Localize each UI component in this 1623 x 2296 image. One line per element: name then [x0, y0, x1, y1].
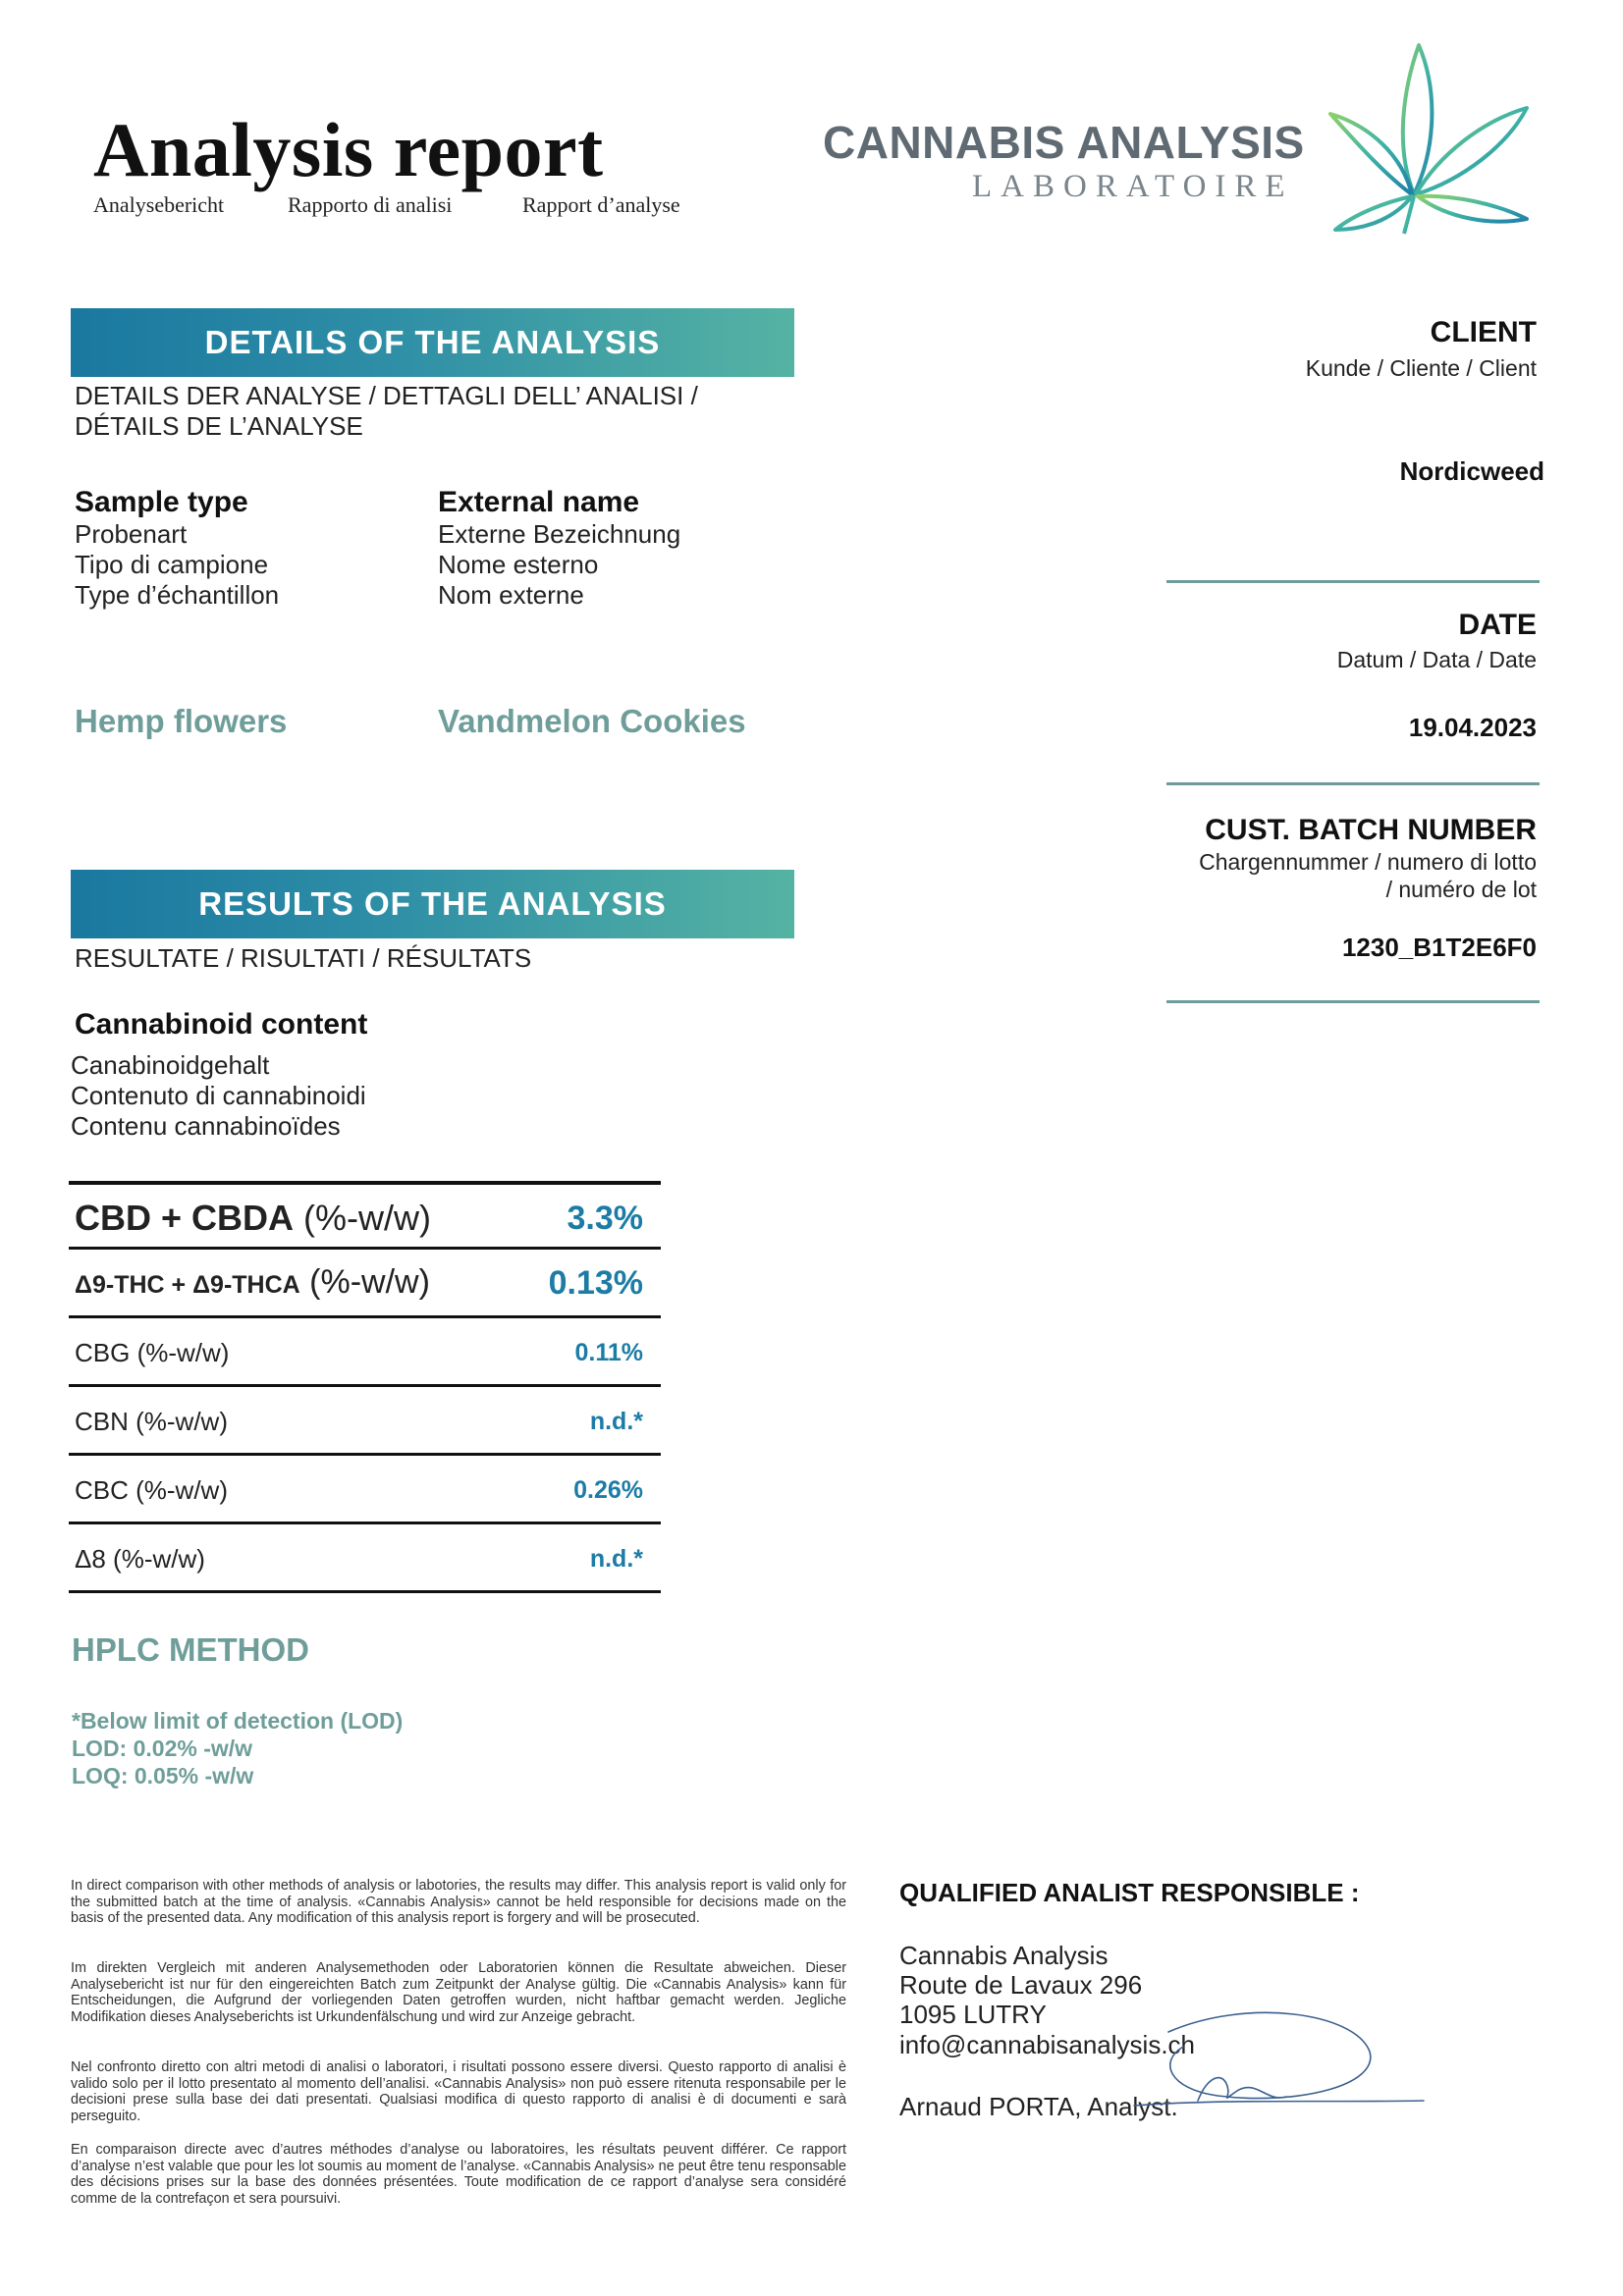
- result-label-cbg: CBG (%-w/w): [75, 1338, 230, 1367]
- logo-subtitle: LABORATOIRE: [972, 169, 1294, 204]
- client-value: Nordicweed: [1399, 456, 1544, 486]
- result-label-thc-unit: (%-w/w): [299, 1263, 430, 1301]
- disclaimer-fr: En comparaison directe avec d’autres méthodes d’analyse ou laboratoires, les résultats peuvent différer. Ce rapport d’analyse n’est valable que pour les lot soumis au moment de l’analyse. «Cannabis Analysis» ne peut être tenu responsable des décisions prises sur la base des données présentées. Toute modification de ce rapport d’analyse sera considéré comme de la contrefaçon et sera poursuivi.: [71, 2142, 846, 2207]
- cannabinoid-it: Contenuto di cannabinoidi: [71, 1081, 366, 1110]
- client-subtitle: Kunde / Cliente / Client: [1305, 355, 1537, 381]
- date-subtitle: Datum / Data / Date: [1336, 647, 1537, 672]
- address-street: Route de Lavaux 296: [899, 1970, 1143, 2000]
- sample-type-block: [75, 486, 279, 611]
- external-name-it: Nome esterno: [438, 550, 599, 579]
- divider: [1166, 782, 1540, 785]
- result-row-cbd: [69, 1181, 661, 1250]
- lod-value: LOD: 0.02% -w/w: [72, 1735, 253, 1761]
- result-row-cbn: [69, 1387, 661, 1456]
- details-banner: DETAILS OF THE ANALYSIS: [71, 308, 794, 377]
- subtitle-fr: Rapport d’analyse: [522, 192, 680, 217]
- result-row-thc: [69, 1250, 661, 1318]
- sample-type-it: Tipo di campione: [75, 550, 269, 579]
- divider: [1166, 1000, 1540, 1003]
- cannabis-leaf-icon: [1325, 37, 1537, 248]
- result-label-d8: Δ8 (%-w/w): [75, 1544, 205, 1574]
- result-label-thc-compound: Δ9-THC + Δ9-THCA: [75, 1271, 300, 1299]
- details-subtitle-line-1: DETAILS DER ANALYSE / DETTAGLI DELL’ ANALISI /: [75, 381, 698, 410]
- batch-value: 1230_B1T2E6F0: [1341, 933, 1537, 962]
- result-value-cbn: n.d.*: [589, 1408, 643, 1435]
- disclaimer-de: Im direkten Vergleich mit anderen Analysemethoden oder Laboratorien können die Resultate abweichen. Dieser Analysebericht ist nur für den eingereichten Batch zum Zeitpunkt der Analyse gültig. Die «Cannabis Analysis» kann für Entscheidungen, die Aufgrund der vorliegenden Daten getroffen wurden, nicht haftbar gemacht werden. Jegliche Modifikation dieses Analyseberichts ist Urkundenfälschung und wird zur Anzeige gebracht.: [71, 1960, 846, 2025]
- address-city: 1095 LUTRY: [899, 2000, 1047, 2029]
- result-label-cbc: CBC (%-w/w): [75, 1475, 228, 1505]
- external-name-block: [438, 486, 680, 611]
- sample-type-value: Hemp flowers: [75, 703, 288, 739]
- divider: [1166, 580, 1540, 583]
- external-name-title: External name: [438, 486, 640, 518]
- disclaimer-en: In direct comparison with other methods of analysis or labotories, the results may differ. This analysis report is valid only for the submitted batch at the time of analysis. «Cannabis Analysis» cannot be held responsible for decisions made on the basis of the presented data. Any modification of this analysis report is forgery and will be prosecuted.: [71, 1878, 846, 1926]
- sample-type-fr: Type d’échantillon: [75, 580, 280, 610]
- result-label-cbd-compound: CBD + CBDA: [75, 1198, 295, 1238]
- date-title: DATE: [1458, 609, 1537, 641]
- result-label-cbd: [75, 1198, 431, 1239]
- analyst-name: Arnaud PORTA, Analyst.: [899, 2092, 1178, 2121]
- cannabinoid-fr: Contenu cannabinoïdes: [71, 1111, 341, 1141]
- date-value: 19.04.2023: [1408, 713, 1537, 742]
- subtitle-it: Rapporto di analisi: [288, 192, 453, 217]
- lod-note: *Below limit of detection (LOD): [72, 1708, 404, 1734]
- sample-type-title: Sample type: [75, 486, 248, 518]
- logo-name: CANNABIS ANALYSIS: [823, 117, 1305, 168]
- result-value-thc: 0.13%: [548, 1264, 643, 1302]
- result-row-cbg: [69, 1318, 661, 1387]
- details-subtitle-line-2: DÉTAILS DE L’ANALYSE: [75, 411, 363, 441]
- batch-title: CUST. BATCH NUMBER: [1205, 814, 1537, 846]
- cannabinoid-block: [75, 1008, 367, 1041]
- result-value-cbd: 3.3%: [567, 1200, 643, 1237]
- qualified-analyst-title: QUALIFIED ANALIST RESPONSIBLE :: [899, 1878, 1360, 1907]
- cannabinoid-de: Canabinoidgehalt: [71, 1050, 270, 1080]
- sample-type-de: Probenart: [75, 519, 188, 549]
- result-value-cbg: 0.11%: [574, 1339, 643, 1366]
- result-row-cbc: [69, 1456, 661, 1524]
- cannabinoid-translations: [71, 1050, 366, 1142]
- result-label-cbd-unit: (%-w/w): [294, 1198, 431, 1238]
- result-label-cbn: CBN (%-w/w): [75, 1407, 228, 1436]
- result-row-d8: [69, 1524, 661, 1593]
- batch-subtitle-1: Chargennummer / numero di lotto: [1199, 849, 1537, 875]
- address-email: info@cannabisanalysis.ch: [899, 2030, 1196, 2059]
- disclaimer-it: Nel confronto diretto con altri metodi di analisi o laboratori, i risultati possono essere diversi. Questo rapporto di analisi è valido solo per il lotto presentato al momento dell’analisi. «Cannabis Analysis» non può essere ritenuta responsabile per le decisioni prese sulla base dei dati presentati. Qualsiasi modifica di questo rapporto di analisi è di documenti e sarà perseguito.: [71, 2059, 846, 2124]
- cannabinoid-title: Cannabinoid content: [75, 1008, 368, 1041]
- batch-subtitle-2: / numéro de lot: [1385, 877, 1537, 902]
- result-label-thc: [75, 1263, 430, 1302]
- results-table: [69, 1181, 661, 1593]
- external-name-de: Externe Bezeichnung: [438, 519, 681, 549]
- client-title: CLIENT: [1430, 316, 1537, 348]
- external-name-fr: Nom externe: [438, 580, 584, 610]
- hplc-method: HPLC METHOD: [72, 1631, 309, 1668]
- result-value-cbc: 0.26%: [573, 1476, 643, 1504]
- results-banner: RESULTS OF THE ANALYSIS: [71, 870, 794, 938]
- loq-value: LOQ: 0.05% -w/w: [72, 1763, 254, 1789]
- results-subtitle: RESULTATE / RISULTATI / RÉSULTATS: [75, 943, 532, 973]
- result-value-d8: n.d.*: [589, 1545, 643, 1573]
- report-title: Analysis report: [93, 107, 604, 192]
- external-name-value: Vandmelon Cookies: [438, 703, 746, 739]
- signature: [1129, 1993, 1443, 2120]
- subtitle-de: Analysebericht: [93, 192, 225, 217]
- address-company: Cannabis Analysis: [899, 1941, 1109, 1970]
